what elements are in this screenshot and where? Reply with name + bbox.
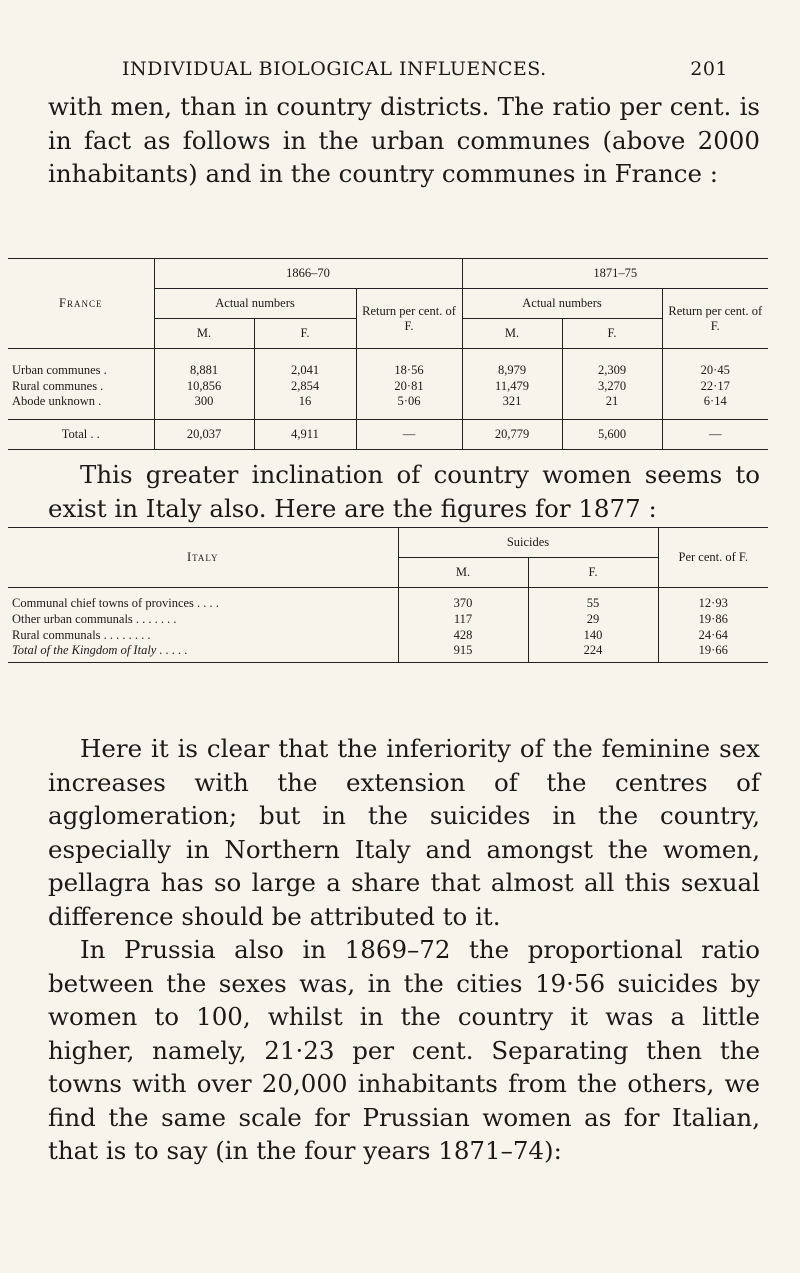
return-pct-2: Return per cent. of F. — [662, 289, 768, 349]
paragraph-text: This greater inclination of country women seems to exist in Italy also. Here are the figures for 1877 : — [48, 460, 760, 523]
table-row: Other urban communals . . . . . . . 117 29 19·86 — [8, 611, 768, 627]
col-m-1: M. — [154, 319, 254, 349]
return-pct-1: Return per cent. of F. — [356, 289, 462, 349]
table-row: Rural communes . 10,856 2,854 20·81 11,479 3,270 22·17 — [8, 378, 768, 394]
period-1871-75: 1871–75 — [462, 259, 768, 289]
col-f-2: F. — [562, 319, 662, 349]
paragraph-intro — [48, 90, 760, 191]
col-m-2: M. — [462, 319, 562, 349]
page-number: 201 — [690, 58, 728, 80]
paragraph-italy-intro — [48, 458, 760, 525]
paragraph-body — [48, 732, 760, 1168]
actual-numbers-1: Actual numbers — [154, 289, 356, 319]
col-f: F. — [528, 558, 658, 588]
paragraph-text: with men, than in country districts. The ratio per cent. is in fact as follows in the urban communes (above 2000 inhabitants) and in the country communes in France : — [48, 92, 760, 188]
table-row: Urban communes . 8,881 2,041 18·56 8,979 2,309 20·45 — [8, 349, 768, 379]
france-table — [8, 258, 768, 450]
period-1866-70: 1866–70 — [154, 259, 462, 289]
italy-corner: Italy — [186, 550, 219, 564]
table-row: Communal chief towns of provinces . . . . 370 55 12·93 — [8, 588, 768, 612]
table-row: Abode unknown . 300 16 5·06 321 21 6·14 — [8, 394, 768, 420]
per-cent-header: Per cent. of F. — [658, 528, 768, 588]
france-corner: France — [59, 296, 103, 310]
running-title: INDIVIDUAL BIOLOGICAL INFLUENCES. — [122, 58, 547, 80]
col-f-1: F. — [254, 319, 356, 349]
suicides-header: Suicides — [398, 528, 658, 558]
col-m: M. — [398, 558, 528, 588]
total-row: Total . . 20,037 4,911 — 20,779 5,600 — — [8, 420, 768, 450]
italy-table — [8, 527, 768, 663]
actual-numbers-2: Actual numbers — [462, 289, 662, 319]
table-row: Total of the Kingdom of Italy . . . . . 915 224 19·66 — [8, 643, 768, 663]
paragraph-text: In Prussia also in 1869–72 the proportional ratio between the sexes was, in the cities 19·56 suicides by women to 100, whilst in the country it was a little higher, namely, 21·23 per cent. Separating then the towns with over 20,000 inhabitants from the others, we find the same scale for Prussian women as for Italian, that is to say (in the four years 1871–74): — [48, 935, 760, 1165]
paragraph-text: Here it is clear that the inferiority of the feminine sex increases with the extension of the centres of agglomeration; but in the suicides in the country, especially in Northern Italy and amongst the women, pellagra has so large a share that almost all this sexual difference should be attributed to it. — [48, 734, 760, 931]
table-row: Rural communals . . . . . . . . 428 140 24·64 — [8, 627, 768, 643]
